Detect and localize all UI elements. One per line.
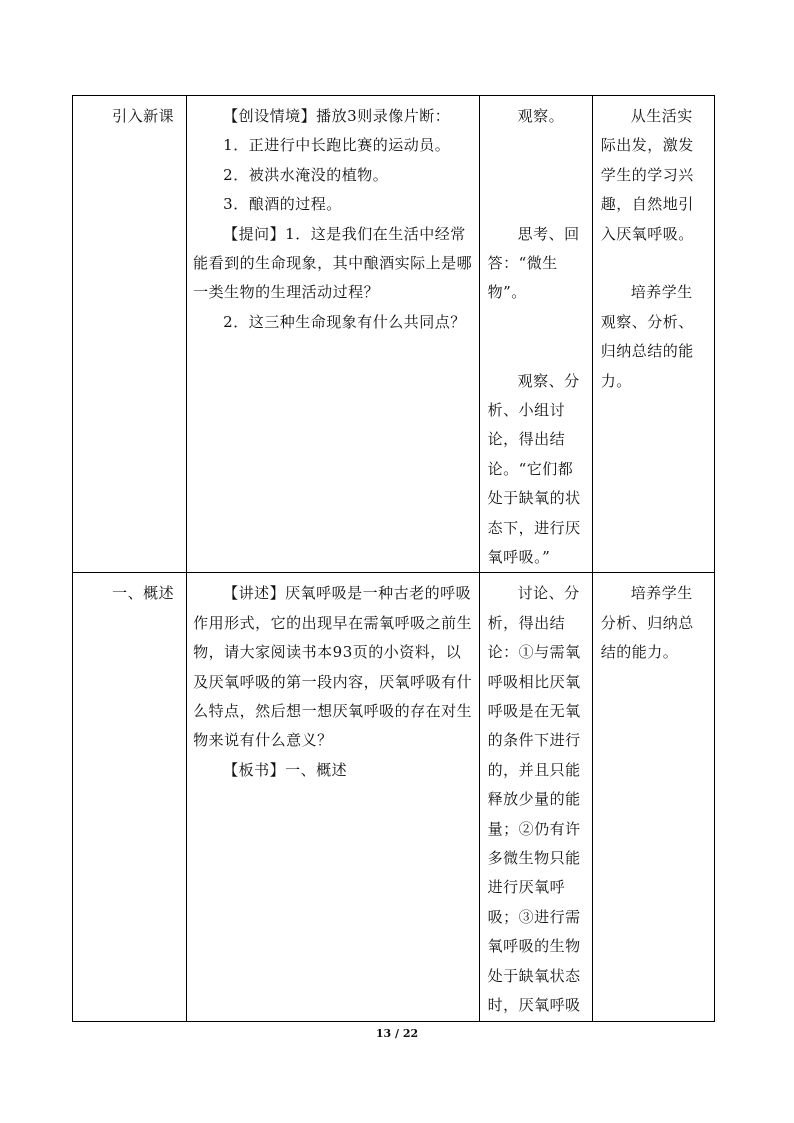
design-intent-cell — [592, 573, 714, 1021]
teacher-text: 3．酿酒的过程。 — [223, 195, 342, 214]
page-number: 13 / 22 — [375, 1027, 419, 1040]
stage-label: 引入新课 — [112, 107, 175, 125]
stage-label: 一、概述 — [112, 584, 175, 603]
student-text: 思考、回答：“微生物”。 — [487, 224, 580, 302]
teacher-text: 2．被洪水淹没的植物。 — [223, 165, 389, 184]
stage-cell — [73, 573, 187, 1021]
stage-cell — [73, 96, 187, 573]
table-row — [73, 573, 715, 1021]
teacher-text: 【讲述】厌氧呼吸是一种古老的呼吸作用形式，它的出现早在需氧呼吸之前生物，请大家阅读书本93页的小资料，以及厌氧呼吸的第一段内容，厌氧呼吸有什么特点，然后想一想厌氧呼吸的存在对生物来说有什么意义？ — [193, 584, 473, 750]
student-activity-cell — [479, 96, 592, 573]
teacher-text: 【板书】一、概述 — [223, 760, 348, 779]
intent-text: 培养学生观察、分析、归纳总结的能力。 — [600, 283, 694, 390]
student-text: 观察、分析、小组讨论，得出结论。“它们都处于缺氧的状态下，进行厌氧呼吸。” — [487, 371, 581, 567]
teacher-text: 1．正进行中长跑比赛的运动员。 — [223, 136, 451, 155]
teacher-text: 【创设情境】播放3则录像片断： — [223, 107, 451, 125]
student-activity-cell — [479, 573, 592, 1021]
intent-text: 培养学生分析、归纳总结的能力。 — [600, 584, 694, 662]
student-text: 观察。 — [517, 107, 565, 125]
lesson-plan-table — [72, 95, 715, 1022]
teacher-text: 【提问】1．这是我们在生活中经常能看到的生命现象，其中酿酒实际上是哪一类生物的生理活动过程？ — [193, 224, 473, 302]
teacher-activity-cell — [187, 96, 479, 573]
teacher-activity-cell — [187, 573, 479, 1021]
table-row — [73, 96, 715, 573]
design-intent-cell — [592, 96, 714, 573]
intent-text: 从生活实际出发，激发学生的学习兴趣，自然地引入厌氧呼吸。 — [600, 107, 694, 243]
student-text: 讨论、分析，得出结论：①与需氧呼吸相比厌氧呼吸是在无氧的条件下进行的，并且只能释放少量的能量；②仍有许多微生物只能进行厌氧呼吸；③进行需氧呼吸的生物处于缺氧状态时，厌氧呼吸 — [487, 584, 581, 1015]
teacher-text: 2．这三种生命现象有什么共同点？ — [223, 312, 466, 331]
